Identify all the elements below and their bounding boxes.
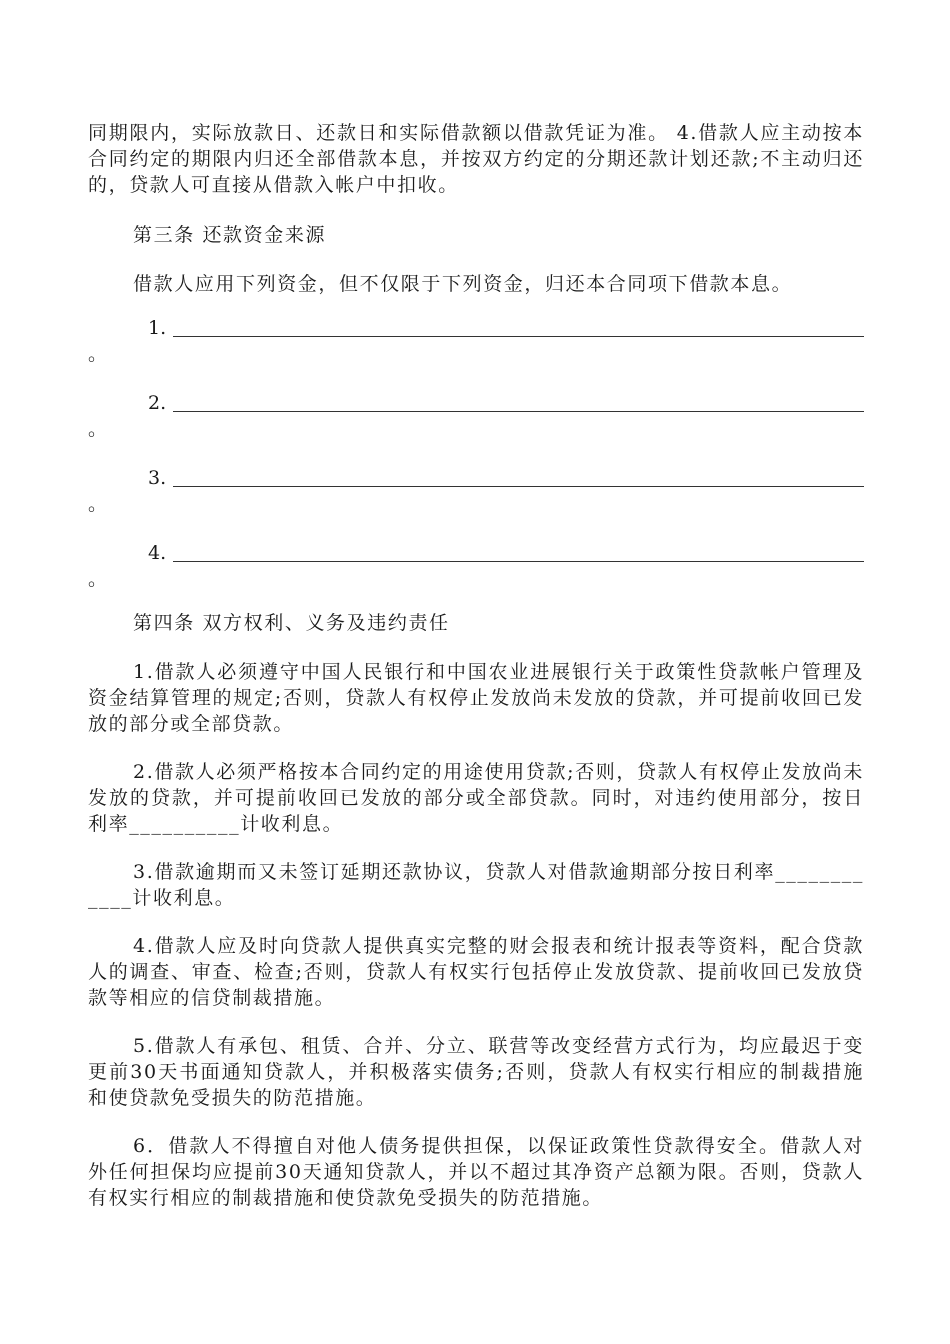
blank-end-mark: 。 [88, 418, 108, 440]
blank-number: 3. [148, 467, 167, 489]
fund-source-blank-2 [88, 390, 864, 465]
blank-end-mark: 。 [88, 568, 108, 590]
fill-in-line [173, 486, 864, 487]
article-3-title: 第三条 还款资金来源 [133, 224, 327, 246]
blank-number: 2. [148, 392, 167, 414]
clause-3: 3.借款逾期而又未签订延期还款协议，贷款人对借款逾期部分按日利率____________计收利息。 [88, 861, 864, 909]
fund-source-blank-4 [88, 540, 864, 610]
clause-4: 4.借款人应及时向贷款人提供真实完整的财会报表和统计报表等资料，配合贷款人的调查、审查、检查;否则，贷款人有权实行包括停止发放贷款、提前收回已发放贷款等相应的信贷制裁措施。 [88, 935, 864, 1009]
fill-in-line [173, 561, 864, 562]
clause-5: 5.借款人有承包、租赁、合并、分立、联营等改变经营方式行为，均应最迟于变更前30天书面通知贷款人，并积极落实债务;否则，贷款人有权实行相应的制裁措施和使贷款免受损失的防范措施。 [88, 1035, 864, 1109]
blank-number: 1. [148, 317, 167, 339]
paragraph-repayment-terms: 同期限内，实际放款日、还款日和实际借款额以借款凭证为准。 4.借款人应主动按本合同约定的期限内归还全部借款本息，并按双方约定的分期还款计划还款;不主动归还的，贷款人可直接从借款入帐户中扣收。 [88, 122, 864, 196]
blank-end-mark: 。 [88, 493, 108, 515]
fill-in-line [173, 336, 864, 337]
blank-number: 4. [148, 542, 167, 564]
fund-source-blank-1 [88, 315, 864, 390]
document-page [88, 120, 864, 1233]
article-3-intro: 借款人应用下列资金，但不仅限于下列资金，归还本合同项下借款本息。 [133, 273, 793, 295]
fill-in-line [173, 411, 864, 412]
fund-source-blank-3 [88, 465, 864, 540]
clause-6: 6．借款人不得擅自对他人债务提供担保，以保证政策性贷款得安全。借款人对外任何担保均应提前30天通知贷款人，并以不超过其净资产总额为限。否则，贷款人有权实行相应的制裁措施和使贷款免受损失的防范措施。 [88, 1135, 864, 1209]
blank-end-mark: 。 [88, 343, 108, 365]
clause-2: 2.借款人必须严格按本合同约定的用途使用贷款;否则，贷款人有权停止发放尚未发放的贷款，并可提前收回已发放的部分或全部贷款。同时，对违约使用部分，按日利率__________计收利息。 [88, 761, 864, 835]
clause-1: 1.借款人必须遵守中国人民银行和中国农业进展银行关于政策性贷款帐户管理及资金结算管理的规定;否则，贷款人有权停止发放尚未发放的贷款，并可提前收回已发放的部分或全部贷款。 [88, 661, 864, 735]
article-4-title: 第四条 双方权利、义务及违约责任 [133, 612, 450, 634]
